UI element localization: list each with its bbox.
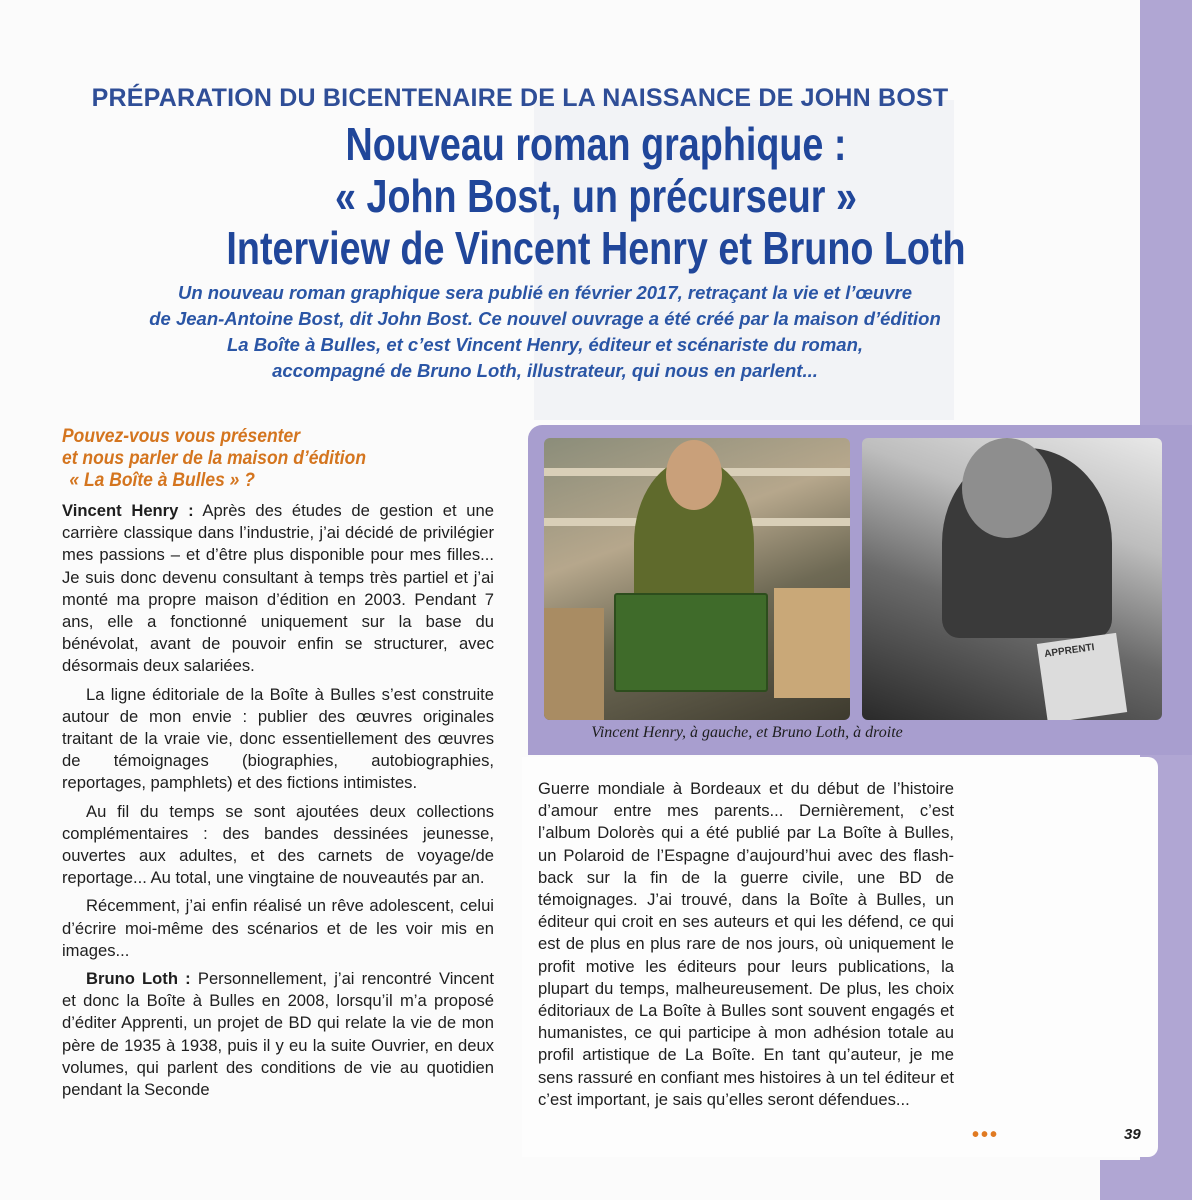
cardboard-box [774,588,850,698]
article-kicker: PRÉPARATION DU BICENTENAIRE DE LA NAISSANCE DE JOHN BOST [91,84,949,112]
question-line: « La Boîte à Bulles » ? [69,470,255,491]
question-line: Pouvez-vous vous présenter [62,426,301,447]
answer-text: Après des études de gestion et une carrière classique dans l’industrie, j’ai décidé de privilégier mes passions – et d’être plus disponible pour mes filles... Je suis donc devenu consultant à temps très partiel et j’ai monté ma propre maison d’édition en 2003. Pendant 7 ans, elle a fonctionné uniquement sur la base du bénévolat, avant de pouvoir enfin se structurer, avec désormais deux salariées. [62,501,494,676]
answer-paragraph [62,684,494,795]
speaker-name: Bruno Loth : [86,969,191,989]
person-head [666,440,722,510]
green-folder [614,593,768,692]
speaker-name: Vincent Henry : [62,501,194,520]
answer-text: La ligne éditoriale de la Boîte à Bulles s’est construite autour de mon envie : publier des œuvres originales traitant de la vraie vie, donc essentiellement des œuvres de témoignages (biographies, autobiographies, reportages, pamphlets) et des fictions intimistes. [62,684,494,793]
title-line-1: Nouveau roman graphique : [345,118,847,170]
title-line-2: « John Bost, un précurseur » [335,170,857,222]
photo-caption: Vincent Henry, à gauche, et Bruno Loth, à droite [591,724,903,741]
answer-paragraph [62,968,494,1101]
answer-paragraph: Guerre mondiale à Bordeaux et du début de l’histoire d’amour entre mes parents... Dernièrement, c’est l’album Dolorès qui a été publié par La Boîte à Bulles, un Polaroid de l’Espagne d’aujourd’hui avec des flash-back sur la fin de la guerre civile, une BD de témoignages. J’ai trouvé, dans la Boîte à Bulles, un éditeur qui croit en ses auteurs et qui les défend, ce qui est de plus en plus rare de nos jours, où uniquement le profit motive les éditeurs pour leurs publications, la plupart du temps, malheureusement. De plus, les choix éditoriaux de La Boîte à Bulles sont souvent engagés et humanistes, ce qui participe à mon adhésion totale au profil artistique de La Boîte. En tant qu’auteur, je me sens rassuré en confiant mes histoires à un tel éditeur et c’est important, je sais qu’elles seront défendues... [538,779,954,1109]
answer-text: Au fil du temps se sont ajoutées deux collections complémentaires : des bandes dessinées jeunesse, ouvertes aux adultes, et des carnets de voyage/de reportage... Au total, une vingtaine de nouveautés par an. [62,801,494,888]
question-line: et nous parler de la maison d’édition [62,448,367,469]
cardboard-box [544,608,604,720]
book-apprenti [1037,633,1127,720]
answer-text: Personnellement, j’ai rencontré Vincent et donc la Boîte à Bulles en 2008, lorsqu’il m’a proposé d’éditer Apprenti, un projet de BD qui relate la vie de mon père de 1935 à 1938, puis il y eu la suite Ouvrier, en deux volumes, qui parlent des conditions de vie au quotidien pendant la Seconde [62,969,494,1100]
question-heading [62,426,459,492]
page-corner-band [1100,1160,1192,1200]
lead-line: accompagné de Bruno Loth, illustrateur, qui nous en parlent... [272,360,818,381]
answer-paragraph [62,801,494,890]
ornament-dots: ••• [972,1124,1000,1146]
photo-vincent-henry [544,438,850,720]
lead-line: Un nouveau roman graphique sera publié en février 2017, retraçant la vie et l’œuvre [177,282,913,303]
answer-text: Récemment, j’ai enfin réalisé un rêve adolescent, celui d’écrire moi-même des scénarios et de les voir mis en images... [62,896,494,960]
right-column [538,774,954,1117]
photo-bruno-loth [862,438,1162,720]
lead-line: de Jean-Antoine Bost, dit John Bost. Ce nouvel ouvrage a été créé par la maison d’édition [149,308,941,329]
title-line-3: Interview de Vincent Henry et Bruno Loth [226,222,966,274]
book-label: APPRENTI [1043,642,1096,660]
person-head [962,438,1052,538]
lead-paragraph [60,280,1030,384]
page-number: 39 [1124,1126,1141,1143]
answer-paragraph [62,895,494,962]
answer-paragraph [62,500,494,678]
left-column [62,426,494,1107]
lead-line: La Boîte à Bulles, et c’est Vincent Henry, éditeur et scénariste du roman, [226,334,864,355]
